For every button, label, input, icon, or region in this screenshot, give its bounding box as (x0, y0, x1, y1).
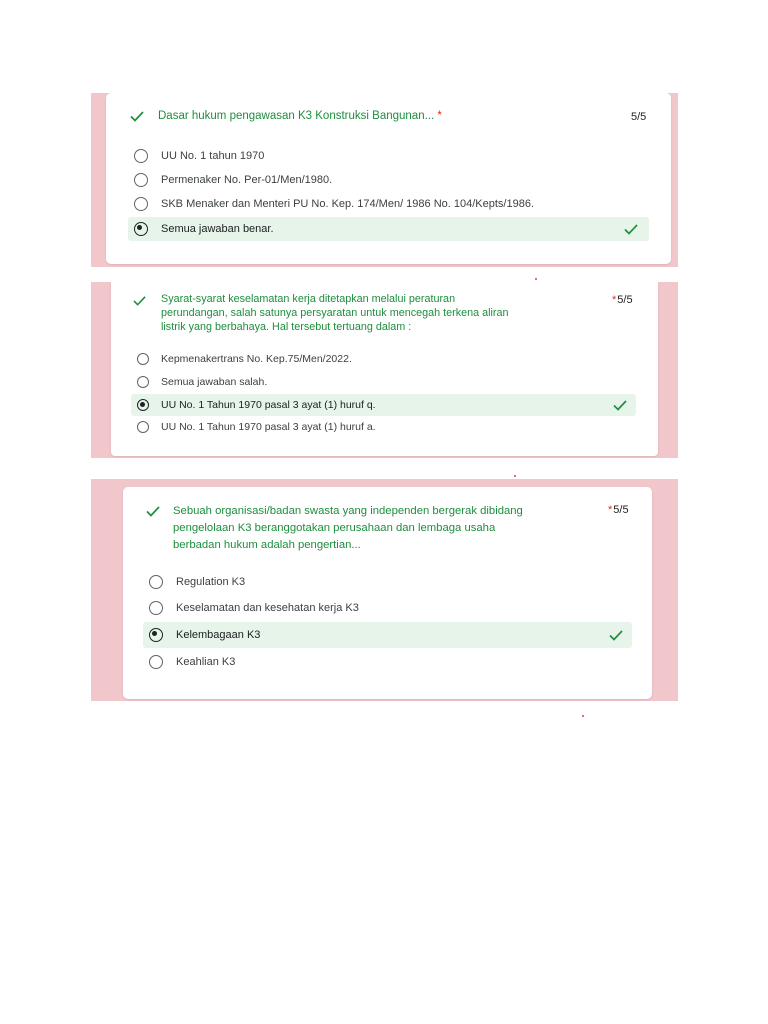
radio-icon-checked[interactable] (149, 628, 163, 642)
option-item-selected[interactable] (143, 622, 632, 648)
option-label: Semua jawaban salah. (161, 376, 268, 388)
option-label: Kepmenakertrans No. Kep.75/Men/2022. (161, 353, 352, 365)
option-label: SKB Menaker dan Menteri PU No. Kep. 174/Men/ 1986 No. 104/Kepts/1986. (161, 198, 535, 210)
option-item-selected[interactable] (128, 217, 649, 241)
check-icon (129, 109, 145, 123)
option-item[interactable] (131, 417, 636, 437)
question-header (145, 503, 595, 554)
radio-icon[interactable] (137, 376, 149, 388)
radio-icon[interactable] (149, 655, 163, 669)
option-item[interactable] (131, 372, 636, 392)
radio-icon-checked[interactable] (137, 399, 149, 411)
question-score: *5/5 (608, 504, 629, 516)
question-card-2 (111, 282, 658, 456)
required-mark: * (437, 110, 442, 122)
required-mark: * (612, 294, 617, 306)
option-label: UU No. 1 tahun 1970 (161, 150, 265, 162)
check-icon (145, 504, 161, 518)
radio-icon[interactable] (137, 421, 149, 433)
question-header (129, 107, 442, 125)
question-title: Sebuah organisasi/badan swasta yang independen bergerak dibidang pengelolaan K3 beranggotakan perusahaan dan lembaga usaha berbadan hukum adalah pengertian... (173, 505, 523, 551)
question-card-3 (123, 487, 652, 699)
question-title: Syarat-syarat keselamatan kerja ditetapkan melalui peraturan perundangan, salah satunya persyaratan untuk mencegah terkena aliran listrik yang berbahaya. Hal tersebut tertuang dalam : (161, 293, 509, 333)
option-item-selected[interactable] (131, 394, 636, 416)
option-label: Keselamatan dan kesehatan kerja K3 (176, 602, 359, 614)
option-label: UU No. 1 Tahun 1970 pasal 3 ayat (1) huruf a. (161, 421, 376, 433)
radio-icon-checked[interactable] (134, 222, 148, 236)
question-card-1 (106, 93, 671, 264)
check-icon (623, 222, 639, 236)
option-item[interactable] (131, 349, 636, 369)
option-item[interactable] (143, 571, 632, 593)
radio-icon[interactable] (149, 601, 163, 615)
option-item[interactable] (143, 597, 632, 619)
check-icon (612, 398, 628, 412)
required-mark: * (608, 504, 613, 516)
option-label: UU No. 1 Tahun 1970 pasal 3 ayat (1) huruf q. (161, 399, 376, 411)
option-label: Keahlian K3 (176, 656, 236, 668)
option-label: Regulation K3 (176, 576, 246, 588)
option-item[interactable] (128, 169, 649, 191)
radio-icon[interactable] (149, 575, 163, 589)
option-item[interactable] (128, 193, 649, 215)
check-icon (608, 628, 624, 642)
question-score: 5/5 (631, 111, 647, 123)
stray-dot (514, 475, 516, 477)
option-label: Kelembagaan K3 (176, 629, 261, 641)
question-score: *5/5 (612, 294, 633, 306)
check-icon (132, 294, 147, 307)
radio-icon[interactable] (137, 353, 149, 365)
stray-dot (582, 715, 584, 717)
option-label: Permenaker No. Per-01/Men/1980. (161, 174, 333, 186)
radio-icon[interactable] (134, 173, 148, 187)
stray-dot (535, 278, 537, 280)
option-item[interactable] (143, 651, 632, 673)
radio-icon[interactable] (134, 197, 148, 211)
radio-icon[interactable] (134, 149, 148, 163)
option-item[interactable] (128, 145, 649, 167)
question-header (132, 292, 602, 334)
option-label: Semua jawaban benar. (161, 223, 274, 235)
question-title: Dasar hukum pengawasan K3 Konstruksi Bangunan... * (158, 110, 442, 122)
